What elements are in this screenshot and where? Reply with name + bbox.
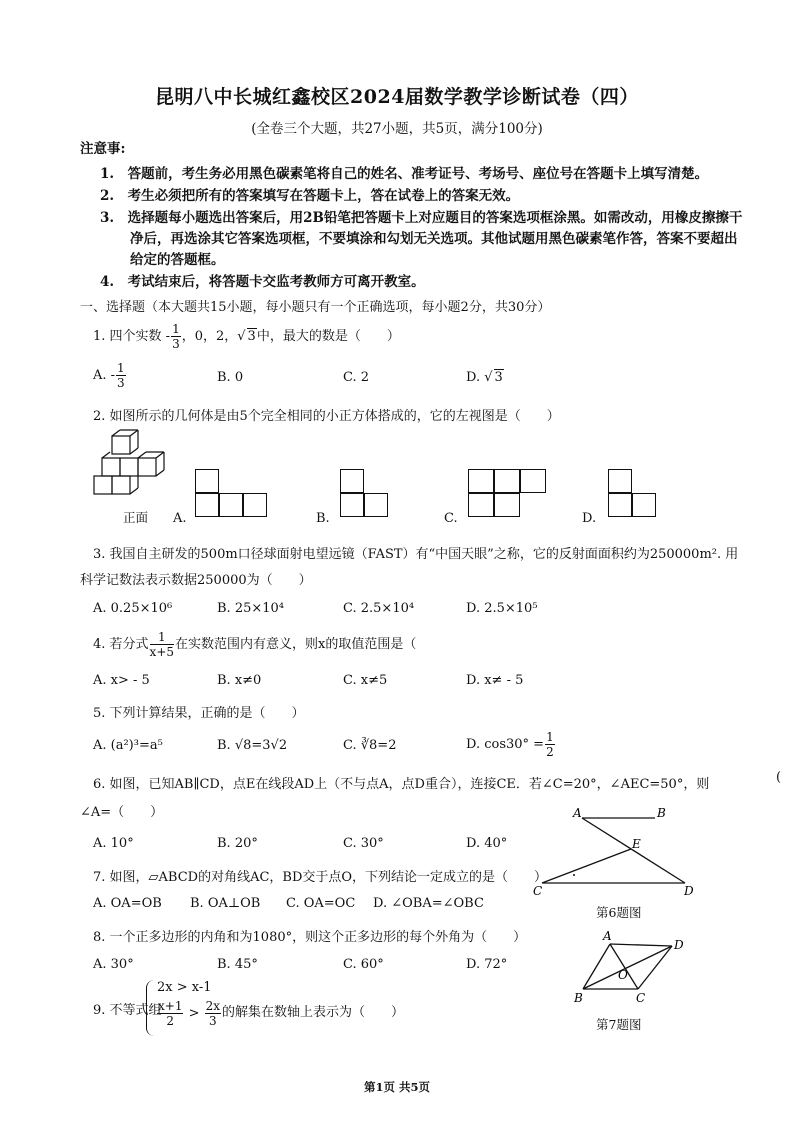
question-3-option-a: A. 0.25×10⁶ bbox=[93, 601, 173, 616]
point-e-label: E bbox=[632, 837, 641, 851]
inequality-1: 2x > x-1 bbox=[157, 980, 212, 995]
fraction: $\frac{1}{x+5}$ bbox=[149, 630, 175, 659]
exam-subtitle: (全卷三个大题，共27小题，共5页，满分100分) bbox=[251, 121, 543, 137]
section-heading-choice: 一、选择题（本大题共15小题，每小题只有一个正确选项，每小题2分，共30分） bbox=[80, 300, 551, 315]
question-7-option-d: D. ∠OBA=∠OBC bbox=[373, 896, 484, 911]
front-view-label: 正面 bbox=[123, 510, 149, 525]
question-3-stem-cont: 科学记数法表示数据250000为（ ） bbox=[80, 573, 312, 588]
question-3-stem: 3. 我国自主研发的500m口径球面射电望远镜（FAST）有“中国天眼”之称，它的反射面面积约为250000m². 用 bbox=[93, 547, 739, 562]
point-b-label: B bbox=[657, 806, 666, 820]
question-5-option-d: D. cos30° = $\frac{1}{2}$ bbox=[466, 730, 554, 759]
question-2-option-b: B. bbox=[316, 511, 330, 526]
question-7-figure bbox=[570, 929, 690, 1007]
margin-mark: ( bbox=[776, 770, 782, 785]
question-4-option-a: A. x> - 5 bbox=[93, 673, 150, 688]
question-3-option-c: C. 2.5×10⁴ bbox=[343, 601, 415, 616]
question-9-prefix: 9. 不等式组 bbox=[93, 1003, 162, 1018]
point-c-label: C bbox=[533, 884, 543, 898]
question-5-option-b: B. √8=3√2 bbox=[217, 738, 288, 753]
question-6-option-d: D. 40° bbox=[466, 836, 508, 851]
figure-7-caption: 第7题图 bbox=[596, 1017, 642, 1032]
question-6-option-c: C. 30° bbox=[343, 836, 384, 851]
question-2-option-d: D. bbox=[582, 511, 597, 526]
question-2-solid-figure bbox=[90, 430, 176, 506]
question-1-stem: 1. 四个实数 - $\frac{1}{3}$ ，0，2，√ 3中，最大的数是（ ） bbox=[93, 322, 400, 351]
point-a-label-7: A bbox=[603, 929, 612, 943]
question-2-stem: 2. 如图所示的几何体是由5个完全相同的小正方体搭成的，它的左视图是（ ） bbox=[93, 409, 560, 424]
question-1-option-c: C. 2 bbox=[343, 370, 370, 385]
question-6-option-b: B. 20° bbox=[217, 836, 258, 851]
question-7-option-b: B. OA⊥OB bbox=[190, 896, 261, 911]
question-4-option-c: C. x≠5 bbox=[343, 673, 388, 688]
question-8-option-d: D. 72° bbox=[466, 957, 508, 972]
notice-item-1: 1. 答题前，考生务必用黑色碳素笔将自己的姓名、准考证号、考场号、座位号在答题卡上填写清楚。 bbox=[100, 166, 709, 182]
question-9-suffix: 的解集在数轴上表示为（ ） bbox=[222, 1005, 405, 1020]
question-6-stem: 6. 如图，已知AB∥CD，点E在线段AD上（不与点A，点D重合），连接CE．若∠C=20°，∠AEC=50°，则 bbox=[93, 777, 710, 792]
point-b-label-7: B bbox=[574, 991, 583, 1005]
question-2-option-a: A. bbox=[173, 511, 187, 526]
question-1-option-a: A. - $\frac{1}{3}$ bbox=[93, 361, 125, 390]
notice-item-4: 4. 考试结束后，将答题卡交监考教师方可离开教室。 bbox=[100, 274, 425, 290]
question-8-option-c: C. 60° bbox=[343, 957, 384, 972]
notice-item-3: 3. 选择题每小题选出答案后，用2B铅笔把答题卡上对应题目的答案选项框涂黑。如需改动，用橡皮擦擦干 bbox=[100, 210, 743, 226]
notice-item-2: 2. 考生必须把所有的答案填写在答题卡上，答在试卷上的答案无效。 bbox=[100, 188, 520, 204]
question-6-stem-cont: ∠A=（ ） bbox=[80, 805, 164, 820]
question-4-option-b: B. x≠0 bbox=[217, 673, 262, 688]
question-1-option-b: B. 0 bbox=[217, 370, 244, 385]
question-7-stem: 7. 如图，▱ABCD的对角线AC，BD交于点O，下列结论一定成立的是（ ） bbox=[93, 870, 548, 885]
point-c-label-7: C bbox=[636, 991, 646, 1005]
question-6-option-a: A. 10° bbox=[93, 836, 134, 851]
question-8-stem: 8. 一个正多边形的内角和为1080°，则这个正多边形的每个外角为（ ） bbox=[93, 930, 527, 945]
point-a-label: A bbox=[573, 806, 582, 820]
figure-6-caption: 第6题图 bbox=[596, 905, 642, 920]
question-3-option-b: B. 25×10⁴ bbox=[217, 601, 285, 616]
question-6-figure bbox=[530, 805, 705, 898]
question-4-option-d: D. x≠ - 5 bbox=[466, 673, 524, 688]
question-7-option-a: A. OA=OB bbox=[93, 896, 162, 911]
question-5-option-a: A. (a²)³=a⁵ bbox=[93, 738, 163, 753]
question-5-option-c: C. ∛8=2 bbox=[343, 738, 397, 753]
fraction: $\frac{1}{3}$ bbox=[172, 322, 180, 351]
notice-item-3-cont2: 给定的答题框。 bbox=[130, 252, 225, 268]
question-8-option-b: B. 45° bbox=[217, 957, 258, 972]
page-title: 昆明八中长城红鑫校区2024届数学教学诊断试卷（四） bbox=[155, 86, 639, 108]
question-3-option-d: D. 2.5×10⁵ bbox=[466, 601, 538, 616]
question-8-option-a: A. 30° bbox=[93, 957, 134, 972]
question-7-option-c: C. OA=OC bbox=[286, 896, 356, 911]
question-2-option-c: C. bbox=[444, 511, 458, 526]
inequality-2: $\frac{x+1}{2}$ > $\frac{2x}{3}$ bbox=[158, 999, 221, 1028]
point-o-label-7: O bbox=[618, 968, 628, 982]
point-d-label: D bbox=[684, 884, 694, 898]
point-d-label-7: D bbox=[674, 938, 684, 952]
page-footer: 第1页 共5页 bbox=[363, 1080, 430, 1094]
question-5-stem: 5. 下列计算结果，正确的是（ ） bbox=[93, 706, 305, 721]
question-1-option-d: D. √ 3 bbox=[466, 370, 503, 385]
notice-heading: 注意事: bbox=[80, 141, 126, 157]
question-4-stem: 4. 若分式 $\frac{1}{x+5}$ 在实数范围内有意义，则x的取值范围是（ bbox=[93, 630, 417, 659]
notice-item-3-cont: 净后，再选涂其它答案选项框，不要填涂和勾划无关选项。其他试题用黑色碳素笔作答，答案不要超出 bbox=[130, 231, 738, 247]
